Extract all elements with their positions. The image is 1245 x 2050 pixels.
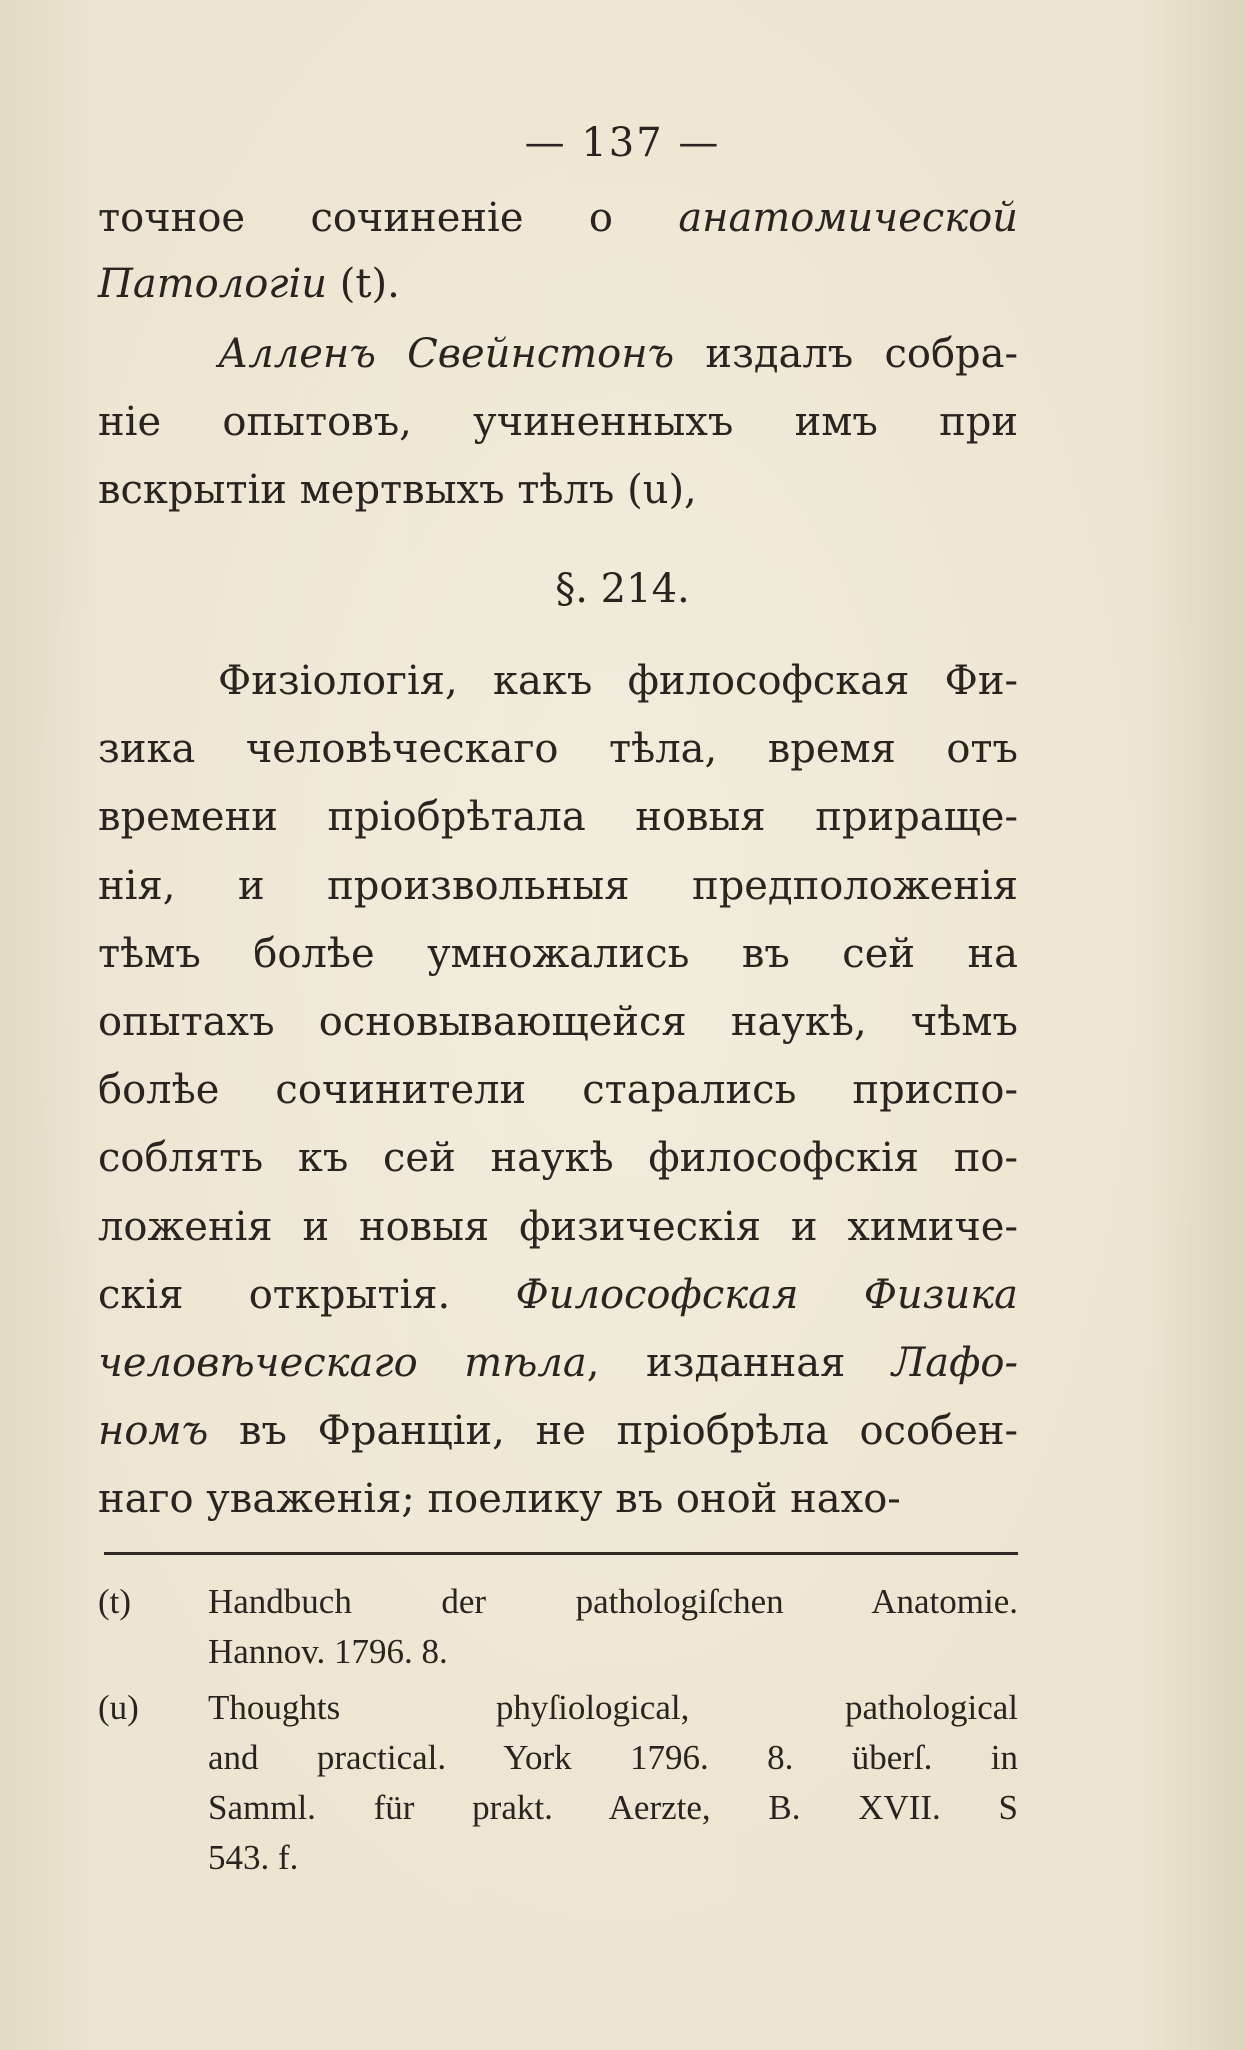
text-span: опытахъ основывающейся наукѣ, чѣмъ [98,999,1018,1045]
text-line [218,657,1018,705]
text-line [98,1339,1018,1387]
text-line [98,1203,1018,1251]
italic-span: Лафо- [891,1340,1018,1386]
text-span: (t). [327,261,400,307]
italic-span: номъ [98,1408,209,1455]
footnote-line: Thoughts phyſiological, pathological [208,1688,1018,1727]
text-line [98,1407,1018,1455]
text-line [98,260,1018,308]
text-span: , изданная [586,1340,892,1386]
footnote-line: Handbuch der pathologiſchen Anatomie. [208,1582,1018,1621]
text-span: вскрытіи мертвыхъ тѣлъ (u), [98,467,697,513]
text-span: ложенія и новыя физическія и химиче- [98,1203,1018,1250]
footnote-line: and practical. York 1796. 8. überſ. in [208,1738,1018,1777]
footnote-line: 543. f. [208,1838,299,1877]
text-span: времени пріобрѣтала новыя приращe- [98,794,1018,841]
text-line [98,1134,1018,1182]
text-line [98,398,1018,446]
footnote-mark: (t) [98,1582,132,1621]
italic-span: Алленъ Свейнстонъ [218,331,675,377]
text-span: наго уваженія; поелику въ оной нахо- [98,1476,901,1523]
text-span: Физіологія, какъ философская Фи- [218,658,1018,704]
italic-span: анатомической [678,195,1018,241]
text-line [98,1066,1018,1114]
text-line [98,930,1018,978]
text-span: въ Франціи, не пріобрѣла особен- [208,1408,1018,1455]
italic-span: Патологіи [98,261,328,307]
text-span: точное сочиненіе о [98,195,679,241]
text-span: соблять къ сей наукѣ философскія по- [98,1135,1018,1182]
text-line [98,862,1018,910]
page-number: — 137 — [524,120,721,166]
text-line [98,998,1018,1046]
text-line [98,1475,1018,1523]
footnote-divider [104,1552,1018,1555]
text-span: ніе опытовъ, учиненныхъ имъ при [98,399,1018,445]
italic-span: Философская Физика [515,1271,1018,1318]
text-line [98,793,1018,841]
text-span: тѣмъ болѣе умножались въ сей на [98,930,1018,977]
text-span: нія, и произвольныя предположенія [98,862,1018,909]
text-span: скія открытія. [98,1271,516,1318]
text-line [98,194,1018,242]
text-line [98,1271,1018,1319]
footnote-line: Samml. für prakt. Aerzte, B. XVII. S [208,1788,1018,1827]
italic-span: человѣческаго тѣла [98,1340,587,1386]
footnote-line: Hannov. 1796. 8. [208,1632,448,1671]
text-line [98,466,1018,514]
text-line [98,725,1018,773]
text-span: издалъ собра- [674,331,1018,377]
text-span: болѣе сочинители старались приспо- [98,1067,1018,1114]
text-line [218,330,1018,378]
text-span: зика человѣческаго тѣла, время отъ [98,726,1018,773]
section-heading: §. 214. [555,566,690,612]
footnote-mark: (u) [98,1688,139,1727]
